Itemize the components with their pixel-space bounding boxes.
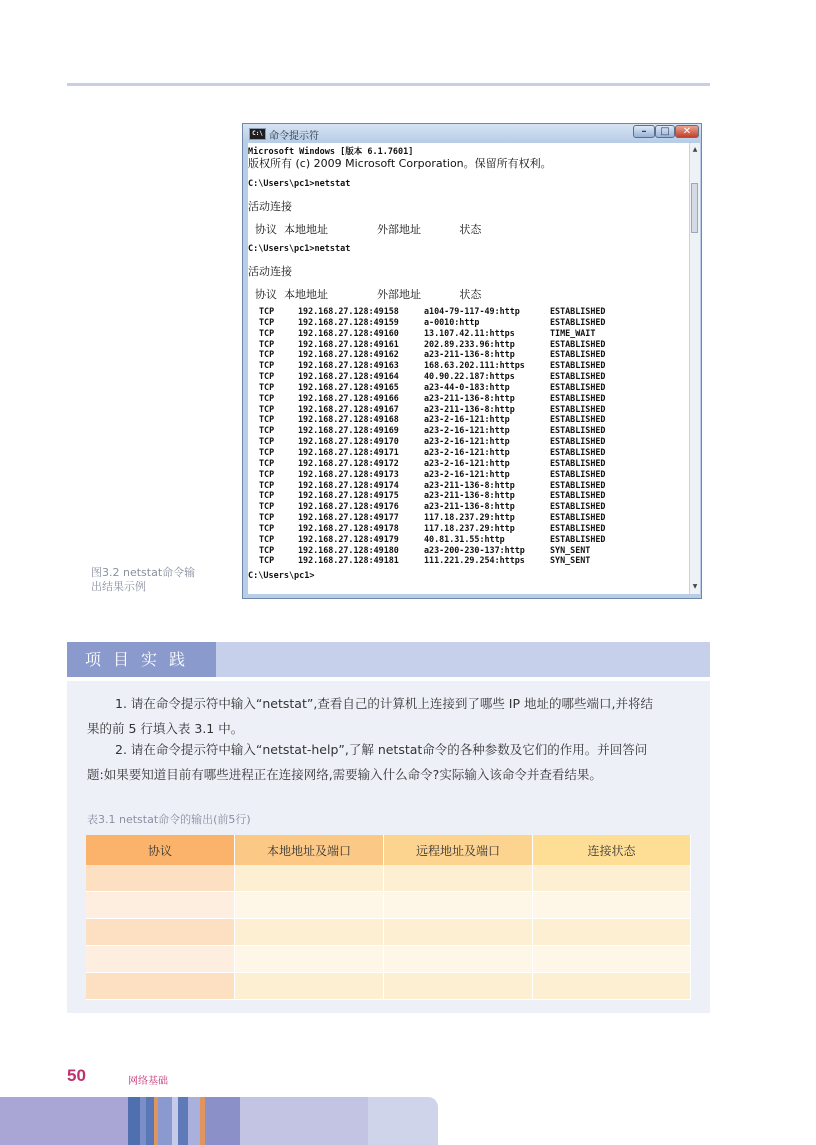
cmd-line: C:\Users\pc1>netstat [248,179,351,189]
figure-caption [91,566,231,594]
table-cell[interactable] [235,892,384,919]
conn-local-address: 192.168.27.128:49177 [298,512,399,523]
footer-stripe [0,1097,128,1145]
conn-protocol: TCP [259,338,275,349]
table-cell[interactable] [384,946,533,973]
conn-protocol: TCP [259,490,275,501]
connection-row [259,349,605,360]
conn-state: ESTABLISHED [550,306,606,316]
conn-state: ESTABLISHED [550,360,606,371]
connection-row [259,490,605,501]
conn-foreign-address: a104-79-117-49:http [424,306,520,316]
table-cell[interactable] [533,919,691,946]
conn-foreign-address: 111.221.29.254:https [424,555,525,566]
conn-protocol: TCP [259,436,275,447]
cmd-line: 协议 本地地址 外部地址 状态 [248,288,482,301]
cmd-line: 活动连接 [248,200,292,213]
conn-protocol: TCP [259,327,275,338]
connection-row [259,393,605,404]
connection-row [259,328,605,339]
footer-stripe [128,1097,140,1145]
table-cell[interactable] [86,946,235,973]
conn-foreign-address: a23-2-16-121:http [424,414,510,425]
conn-protocol: TCP [259,381,275,392]
table-cell[interactable] [235,865,384,892]
conn-foreign-address: a23-44-0-183:http [424,381,510,392]
conn-protocol: TCP [259,371,275,382]
conn-local-address: 192.168.27.128:49170 [298,436,399,447]
conn-state: ESTABLISHED [550,392,606,403]
footer-stripe [240,1097,368,1145]
table-header-row [86,835,691,865]
table-cell[interactable] [384,919,533,946]
conn-foreign-address: a23-2-16-121:http [424,436,510,447]
connection-row [259,447,605,458]
connection-row [259,480,605,491]
connection-row [259,404,605,415]
conn-local-address: 192.168.27.128:49165 [298,381,399,392]
conn-local-address: 192.168.27.128:49176 [298,501,399,512]
task-2-line1: 2. 请在命令提示符中输入“netstat-help”,了解 netstat命令的各种参数及它们的作用。并回答问 [115,742,648,757]
conn-state: ESTABLISHED [550,436,606,447]
connection-row [259,414,605,425]
conn-foreign-address: 117.18.237.29:http [424,512,515,523]
conn-state: ESTABLISHED [550,479,606,490]
footer-stripe [205,1097,240,1145]
conn-foreign-address: 117.18.237.29:http [424,522,515,533]
table-cell[interactable] [384,892,533,919]
conn-state: ESTABLISHED [550,468,606,479]
conn-local-address: 192.168.27.128:49169 [298,425,399,436]
conn-protocol: TCP [259,316,275,327]
table-cell[interactable] [86,865,235,892]
conn-local-address: 192.168.27.128:49163 [298,360,399,371]
top-rule [67,83,710,86]
conn-foreign-address: 40.90.22.187:https [424,371,515,382]
connection-list [259,306,605,566]
cmd-line: 活动连接 [248,265,292,278]
connection-row [259,534,605,545]
conn-protocol: TCP [259,522,275,533]
conn-local-address: 192.168.27.128:49173 [298,468,399,479]
conn-local-address: 192.168.27.128:49168 [298,414,399,425]
connection-row [259,436,605,447]
conn-state: ESTABLISHED [550,349,606,360]
conn-protocol: TCP [259,360,275,371]
footer-band [0,1097,438,1145]
conn-state: ESTABLISHED [550,501,606,512]
maximize-button[interactable]: □ [655,125,675,138]
conn-foreign-address: a23-211-136-8:http [424,501,515,512]
header-remote-address: 远程地址及端口 [384,835,533,865]
conn-foreign-address: 13.107.42.11:https [424,327,515,338]
table-row [86,973,691,1000]
footer-stripe [178,1097,188,1145]
task-1 [87,691,693,741]
cmd-window [242,123,702,599]
table-cell[interactable] [235,919,384,946]
table-row [86,892,691,919]
table-body [86,865,691,1000]
table-cell[interactable] [533,973,691,1000]
conn-foreign-address: a23-2-16-121:http [424,457,510,468]
conn-local-address: 192.168.27.128:49178 [298,522,399,533]
footer-stripe [188,1097,200,1145]
conn-foreign-address: a23-2-16-121:http [424,425,510,436]
conn-local-address: 192.168.27.128:49175 [298,490,399,501]
conn-protocol: TCP [259,414,275,425]
cmd-app-icon: C:\ [249,128,266,140]
cmd-line: Microsoft Windows [版本 6.1.7601] [248,147,414,157]
conn-protocol: TCP [259,425,275,436]
connection-row [259,425,605,436]
scroll-thumb[interactable] [691,183,698,233]
conn-foreign-address: 202.89.233.96:http [424,338,515,349]
conn-protocol: TCP [259,501,275,512]
cmd-output [248,143,689,594]
conn-state: SYN_SENT [550,544,591,555]
conn-protocol: TCP [259,468,275,479]
conn-foreign-address: a23-2-16-121:http [424,468,510,479]
conn-protocol: TCP [259,479,275,490]
conn-local-address: 192.168.27.128:49167 [298,403,399,414]
conn-protocol: TCP [259,392,275,403]
connection-row [259,458,605,469]
table-row [86,946,691,973]
conn-protocol: TCP [259,306,275,316]
conn-foreign-address: 168.63.202.111:https [424,360,525,371]
conn-state: ESTABLISHED [550,338,606,349]
close-button[interactable]: ✕ [675,125,699,138]
connection-row [259,306,605,317]
conn-foreign-address: a23-211-136-8:http [424,479,515,490]
table-cell[interactable] [86,892,235,919]
conn-protocol: TCP [259,446,275,457]
header-state: 连接状态 [533,835,691,865]
table-cell[interactable] [235,973,384,1000]
table-row [86,919,691,946]
minimize-button[interactable]: – [633,125,655,138]
conn-state: ESTABLISHED [550,414,606,425]
scroll-up-icon[interactable]: ▲ [692,146,698,153]
table-cell[interactable] [533,946,691,973]
conn-protocol: TCP [259,533,275,544]
conn-foreign-address: a23-2-16-121:http [424,446,510,457]
conn-local-address: 192.168.27.128:49171 [298,446,399,457]
connection-row [259,501,605,512]
conn-state: ESTABLISHED [550,425,606,436]
table-cell[interactable] [235,946,384,973]
task-2-line2: 题:如果要知道目前有哪些进程正在连接网络,需要输入什么命令?实际输入该命令并查看结果。 [87,767,602,782]
conn-foreign-address: a23-211-136-8:http [424,349,515,360]
conn-state: ESTABLISHED [550,446,606,457]
conn-state: ESTABLISHED [550,533,606,544]
conn-state: ESTABLISHED [550,522,606,533]
conn-foreign-address: 40.81.31.55:http [424,533,505,544]
conn-state: ESTABLISHED [550,316,606,327]
cmd-line: 版权所有 (c) 2009 Microsoft Corporation。保留所有权利。 [248,157,552,170]
conn-protocol: TCP [259,512,275,523]
connection-row [259,555,605,566]
conn-local-address: 192.168.27.128:49181 [298,555,399,566]
practice-header [67,642,710,677]
task-1-line2: 果的前 5 行填入表 3.1 中。 [87,721,244,736]
conn-foreign-address: a23-211-136-8:http [424,392,515,403]
connection-row [259,360,605,371]
connection-row [259,371,605,382]
conn-local-address: 192.168.27.128:49179 [298,533,399,544]
connection-row [259,545,605,556]
cmd-window-title: 命令提示符 [269,131,319,142]
conn-protocol: TCP [259,544,275,555]
conn-local-address: 192.168.27.128:49160 [298,327,399,338]
conn-foreign-address: a-0010:http [424,316,480,327]
conn-protocol: TCP [259,555,275,566]
conn-local-address: 192.168.27.128:49158 [298,306,399,316]
netstat-output-table [86,835,691,1000]
page-number: 50 [67,1066,86,1085]
cmd-line: C:\Users\pc1>netstat [248,244,351,254]
conn-protocol: TCP [259,457,275,468]
connection-row [259,317,605,328]
table-row [86,865,691,892]
figure-caption-line1: 图3.2 netstat命令输 [91,566,196,579]
footer-stripe [146,1097,154,1145]
figure-caption-line2: 出结果示例 [91,580,146,593]
conn-local-address: 192.168.27.128:49161 [298,338,399,349]
cmd-titlebar [243,124,701,143]
conn-local-address: 192.168.27.128:49162 [298,349,399,360]
practice-title: 项目实践 [67,642,216,677]
table-cell[interactable] [533,865,691,892]
table-cell[interactable] [86,919,235,946]
footer-stripe [158,1097,172,1145]
conn-foreign-address: a23-200-230-137:http [424,544,525,555]
table-cell[interactable] [533,892,691,919]
task-1-line1: 1. 请在命令提示符中输入“netstat”,查看自己的计算机上连接到了哪些 IP 地址的哪些端口,并将结 [115,696,653,711]
header-local-address: 本地地址及端口 [235,835,384,865]
conn-local-address: 192.168.27.128:49164 [298,371,399,382]
connection-row [259,469,605,480]
table-caption: 表3.1 netstat命令的输出(前5行) [87,813,251,826]
table-cell[interactable] [384,973,533,1000]
conn-state: ESTABLISHED [550,403,606,414]
task-2 [87,737,693,787]
conn-state: SYN_SENT [550,555,591,566]
header-protocol: 协议 [86,835,235,865]
book-title: 网络基础 [128,1076,168,1087]
conn-state: TIME_WAIT [550,327,596,338]
cmd-prompt-line: C:\Users\pc1> [248,571,315,581]
practice-panel [67,681,710,1013]
conn-state: ESTABLISHED [550,512,606,523]
connection-row [259,382,605,393]
cmd-line: 协议 本地地址 外部地址 状态 [248,223,482,236]
conn-local-address: 192.168.27.128:49166 [298,392,399,403]
connection-row [259,339,605,350]
conn-protocol: TCP [259,403,275,414]
connection-row [259,523,605,534]
cmd-scrollbar[interactable] [689,143,700,594]
conn-state: ESTABLISHED [550,457,606,468]
conn-local-address: 192.168.27.128:49159 [298,316,399,327]
conn-state: ESTABLISHED [550,381,606,392]
table-cell[interactable] [86,973,235,1000]
conn-local-address: 192.168.27.128:49180 [298,544,399,555]
conn-state: ESTABLISHED [550,371,606,382]
conn-foreign-address: a23-211-136-8:http [424,490,515,501]
scroll-down-icon[interactable]: ▼ [692,583,698,590]
conn-local-address: 192.168.27.128:49172 [298,457,399,468]
conn-protocol: TCP [259,349,275,360]
conn-state: ESTABLISHED [550,490,606,501]
table-cell[interactable] [384,865,533,892]
conn-foreign-address: a23-211-136-8:http [424,403,515,414]
conn-local-address: 192.168.27.128:49174 [298,479,399,490]
connection-row [259,512,605,523]
